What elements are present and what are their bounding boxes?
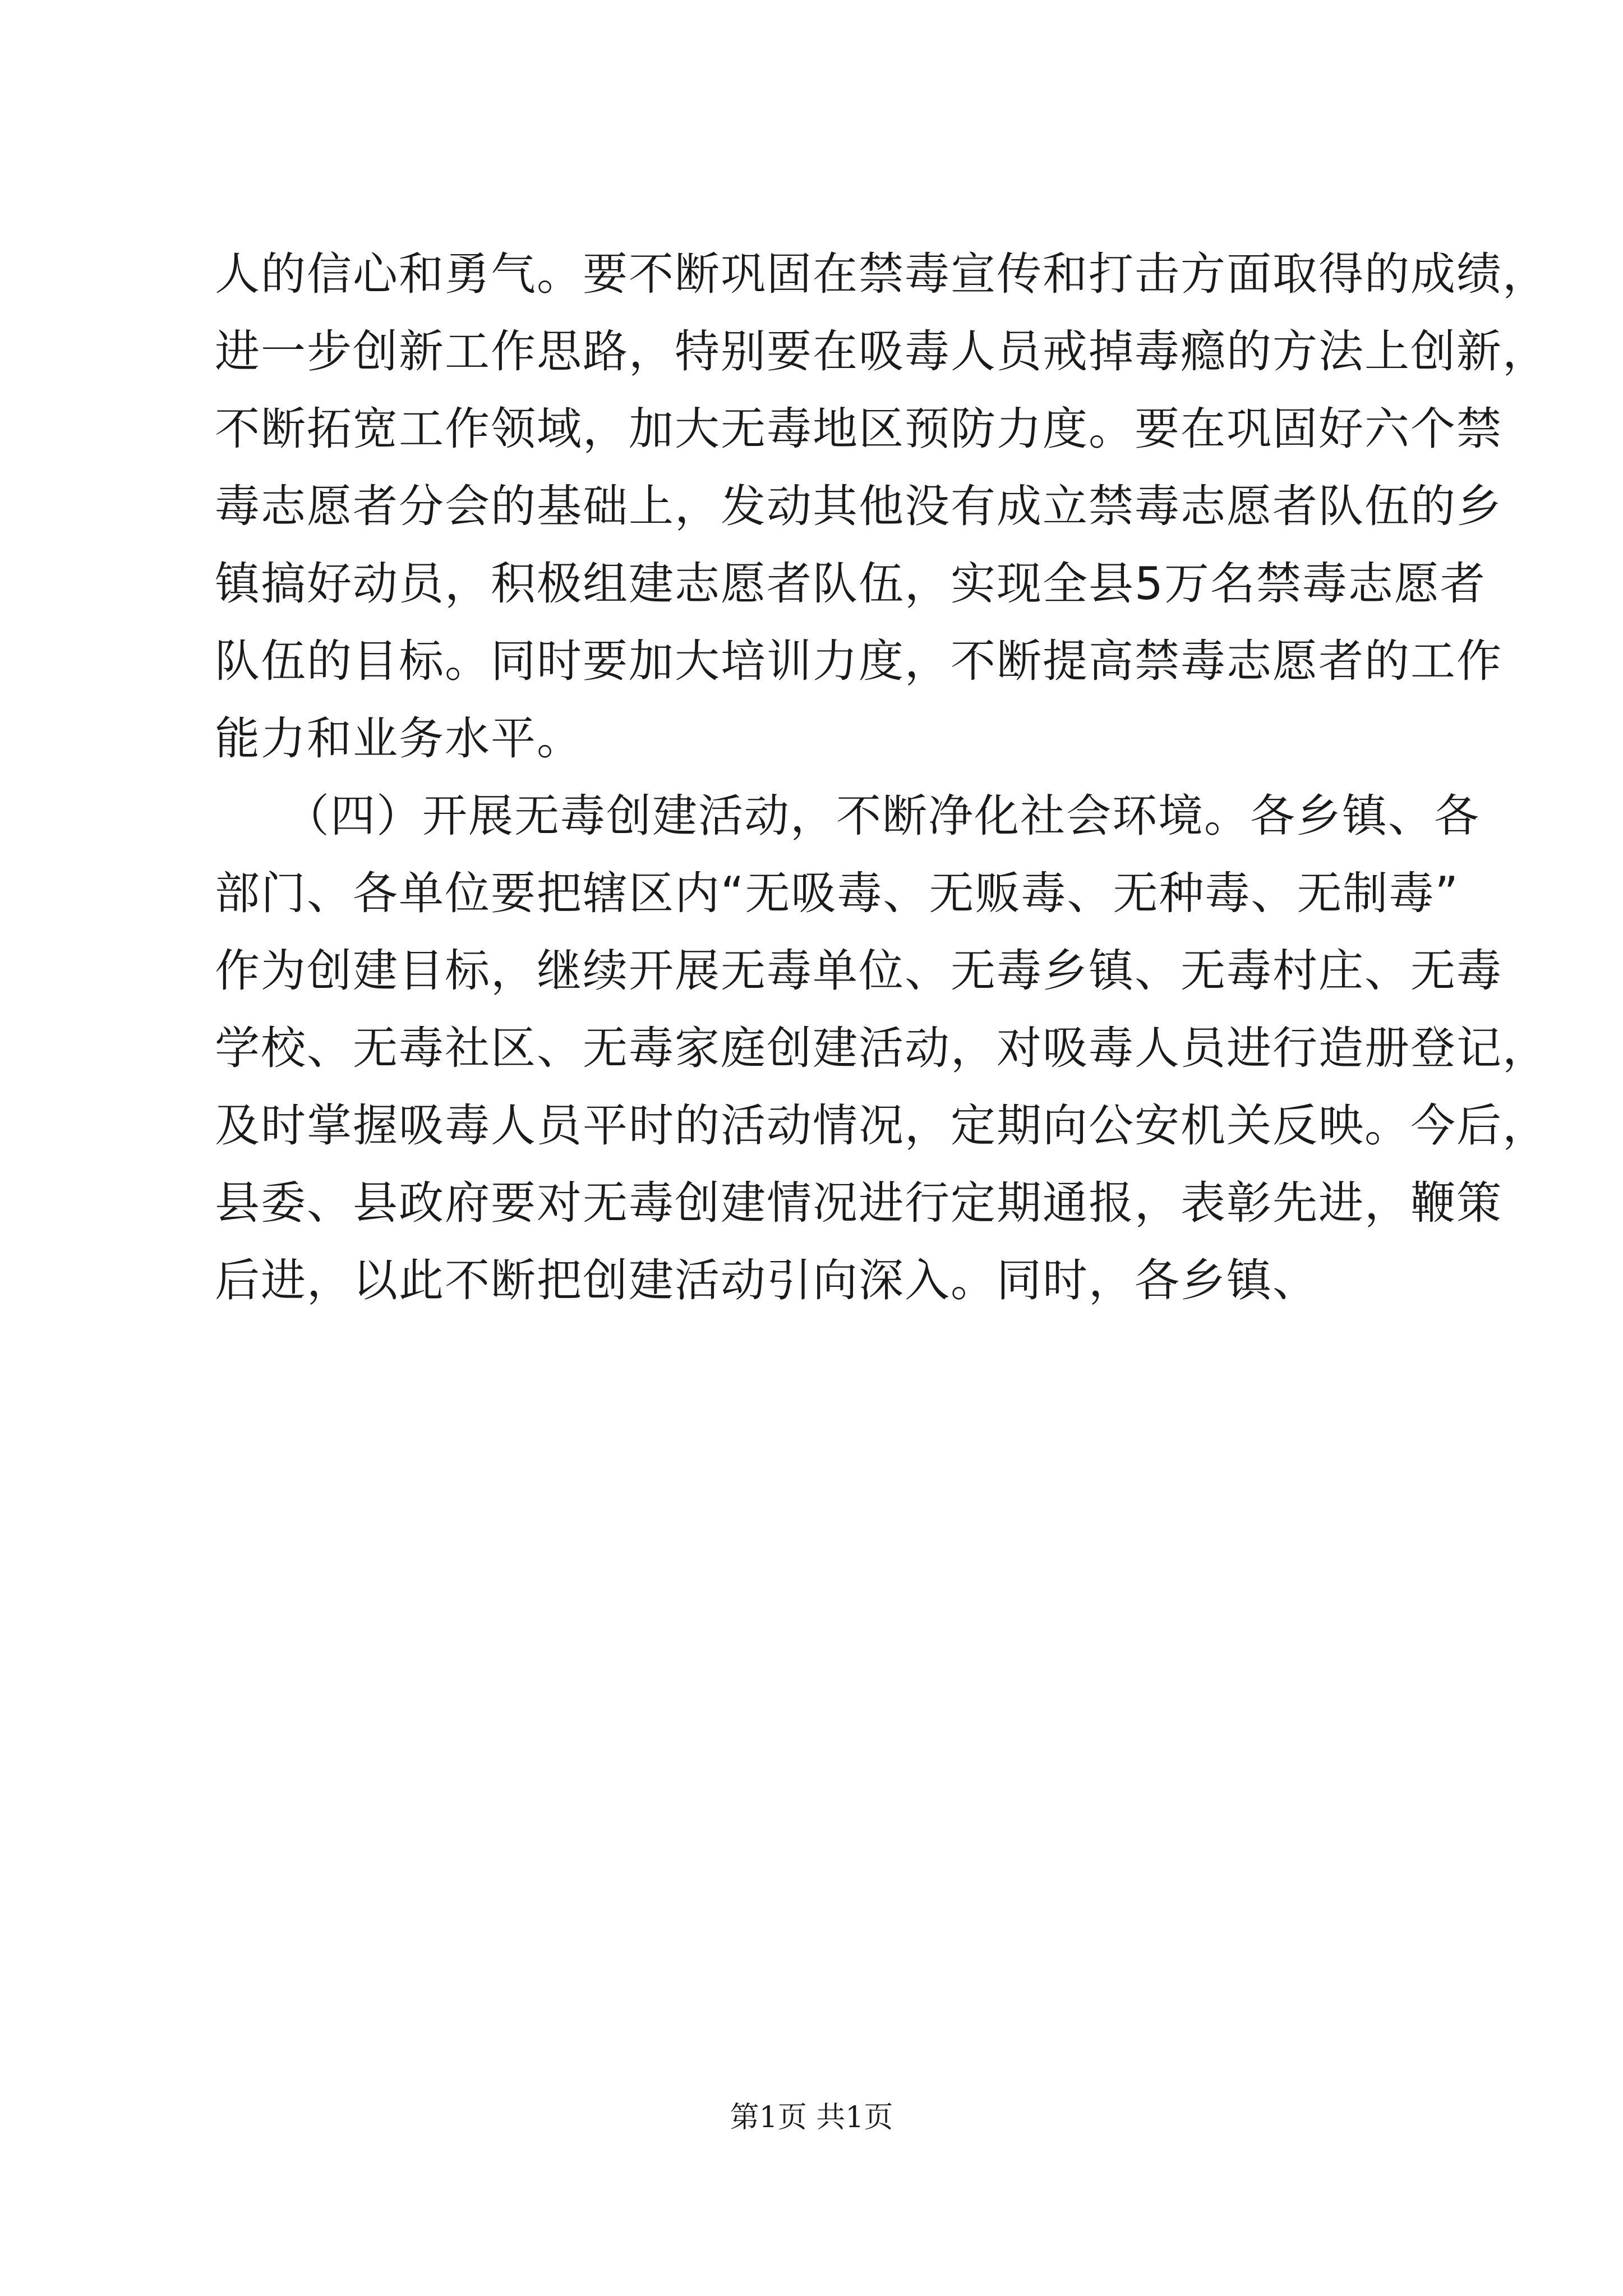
document-body (215, 236, 1548, 1319)
text-line: 人的信心和勇气。要不断巩固在禁毒宣传和打击方面取得的成绩， (215, 248, 1548, 300)
page-number: 第1页 共1页 (730, 2101, 893, 2134)
text-line: 进一步创新工作思路，特别要在吸毒人员戒掉毒瘾的方法上创新， (215, 325, 1548, 378)
text-line: 及时掌握吸毒人员平时的活动情况，定期向公安机关反映。今后， (215, 1099, 1548, 1152)
text-line: 队伍的目标。同时要加大培训力度，不断提高禁毒志愿者的工作 (215, 635, 1502, 687)
text-line: 后进，以此不断把创建活动引向深入。同时，各乡镇、 (215, 1254, 1318, 1306)
text-line: 作为创建目标，继续开展无毒单位、无毒乡镇、无毒村庄、无毒 (215, 945, 1502, 997)
text-line: 毒志愿者分会的基础上，发动其他没有成立禁毒志愿者队伍的乡 (215, 480, 1502, 532)
text-line: 县委、县政府要对无毒创建情况进行定期通报，表彰先进，鞭策 (215, 1177, 1502, 1229)
text-line: （四）开展无毒创建活动，不断净化社会环境。各乡镇、各 (215, 790, 1480, 842)
text-line: 部门、各单位要把辖区内“无吸毒、无贩毒、无种毒、无制毒” (215, 867, 1459, 919)
text-line: 镇搞好动员，积极组建志愿者队伍，实现全县5万名禁毒志愿者 (215, 558, 1486, 610)
text-line: 学校、无毒社区、无毒家庭创建活动，对吸毒人员进行造册登记， (215, 1022, 1548, 1074)
page-footer (0, 2098, 1623, 2137)
text-line: 不断拓宽工作领域，加大无毒地区预防力度。要在巩固好六个禁 (215, 403, 1502, 455)
text-line: 能力和业务水平。 (215, 712, 583, 765)
